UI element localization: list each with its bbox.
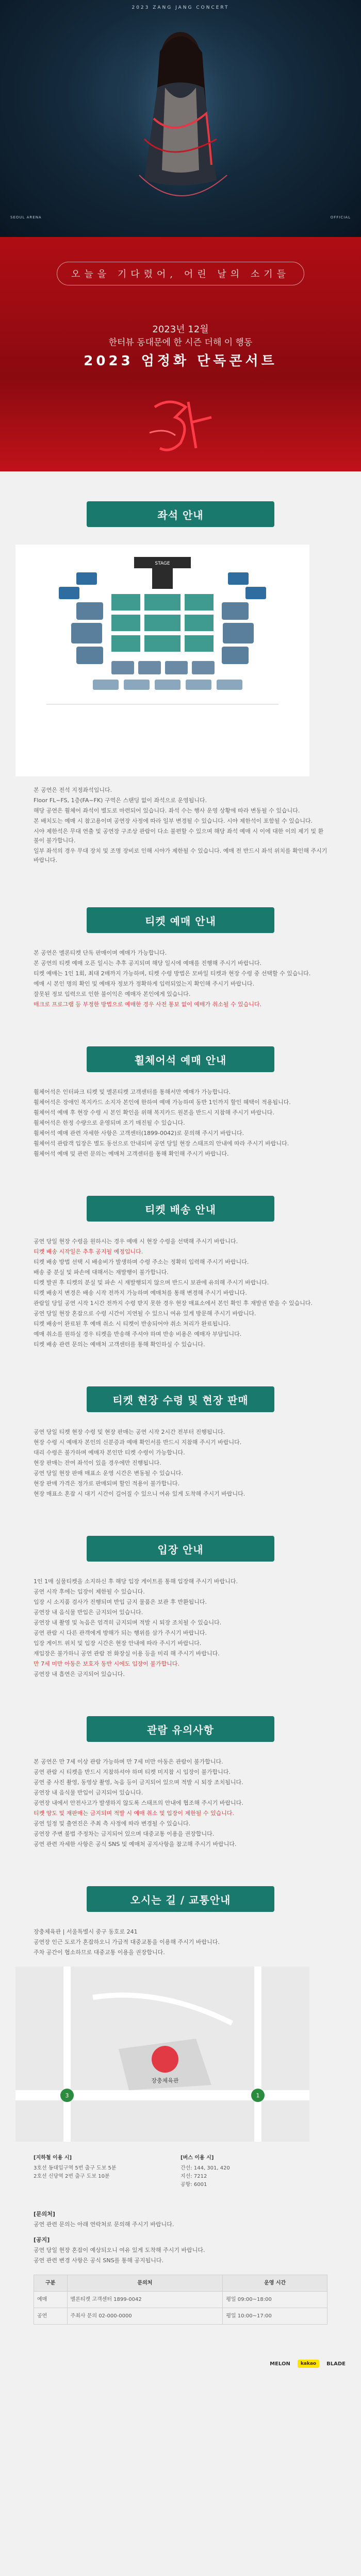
entry-note: 공연 시작 후에는 입장이 제한될 수 있습니다. <box>34 1588 145 1595</box>
entry-notes <box>34 1577 327 1679</box>
wheelchair-note: 휠체어석은 장애인 복지카드 소지자 본인에 한하여 예매 가능하며 동반 1인까지 할인 혜택이 적용됩니다. <box>34 1099 291 1106</box>
bus-line: 간선: 144, 301, 420 <box>180 2165 230 2171</box>
wheelchair-note: 휠체어석 예매 관련 자세한 사항은 고객센터(1899-0042)로 문의해 주시기 바랍니다. <box>34 1130 244 1137</box>
table-header: 운영 시간 <box>223 2275 327 2292</box>
concert-title: 2023 엄정화 단독콘서트 <box>84 353 277 369</box>
seat-note: 해당 공연은 휠체어 좌석이 별도로 마련되어 있습니다. 좌석 수는 행사 운영 상황에 따라 변동될 수 있습니다. <box>34 807 300 814</box>
ticket-open-note: 매크로 프로그램 등 부정한 방법으로 예매한 경우 사전 통보 없이 예매가 취소될 수 있습니다. <box>34 1001 262 1008</box>
bus-label: [버스 이용 시] <box>180 2155 214 2161</box>
hero-banner <box>0 0 361 237</box>
caution-note: 공연장 주변 불법 주정차는 금지되어 있으며 대중교통 이용을 권장합니다. <box>34 1831 215 1837</box>
ticket-open-notes <box>34 948 327 1009</box>
location-banner: 오시는 길 / 교통안내 <box>87 1886 274 1912</box>
caution-note: 공연 일정 및 출연진은 주최 측 사정에 따라 변경될 수 있습니다. <box>34 1820 191 1827</box>
hero-bar-left: SEOUL ARENA <box>10 215 42 219</box>
caution-note: 공연 관련 자세한 사항은 공식 SNS 및 예매처 공지사항을 참고해 주시기 바랍니다. <box>34 1841 237 1848</box>
subway-label: [지하철 이용 시] <box>34 2155 72 2161</box>
table-cell: 공연 <box>34 2308 68 2325</box>
entry-note: 공연 관람 시 다른 관객에게 방해가 되는 행위를 삼가 주시기 바랍니다. <box>34 1630 207 1636</box>
onsite-notes <box>34 1428 327 1499</box>
table-cell: 평일 09:00~18:00 <box>223 2292 327 2308</box>
concert-logo-icon <box>139 386 222 464</box>
venue-marker-icon <box>152 2046 178 2073</box>
wheelchair-note: 휠체어석 예매 후 현장 수령 시 본인 확인을 위해 복지카드 원본을 반드시 지참해 주시기 바랍니다. <box>34 1109 274 1116</box>
contact-title: [문의처] <box>34 2211 55 2217</box>
delivery-note: 티켓 배송 관련 문의는 예매처 고객센터를 통해 확인하실 수 있습니다. <box>34 1341 205 1348</box>
table-row <box>34 2308 327 2325</box>
wheelchair-notes <box>34 1088 327 1159</box>
delivery-note: 티켓 배송지 변경은 배송 시작 전까지 가능하며 예매처를 통해 변경해 주시기 바랍니다. <box>34 1290 247 1296</box>
intro-slogan: 오늘을 기다렸어, 어린 날의 소기들 <box>57 262 304 285</box>
blade-logo: BLADE <box>326 2361 346 2367</box>
delivery-banner: 티켓 배송 안내 <box>87 1196 274 1222</box>
onsite-note: 현장 매표소 혼잡 시 대기 시간이 길어질 수 있으니 여유 있게 도착해 주시기 바랍니다. <box>34 1490 245 1497</box>
delivery-notes <box>34 1237 327 1349</box>
bus-line: 공항: 6001 <box>180 2182 207 2188</box>
seat-section <box>0 471 361 907</box>
venue-map-label: 장충체육관 <box>151 2077 179 2084</box>
contact-section <box>0 2210 361 2345</box>
cautions-banner: 관람 유의사항 <box>87 1716 274 1742</box>
table-header: 구분 <box>34 2275 68 2292</box>
contact-table <box>34 2275 327 2325</box>
hero-artist-image <box>108 10 253 232</box>
entry-note: 만 7세 미만 아동은 보호자 동반 시에도 입장이 불가합니다. <box>34 1660 179 1667</box>
caution-note: 본 공연은 만 7세 이상 관람 가능하며 만 7세 미만 아동은 관람이 불가합니다. <box>34 1758 223 1765</box>
subway-line: 2호선 신당역 2번 출구 도보 10분 <box>34 2174 110 2179</box>
wheelchair-note: 휠체어석 관람객 입장은 별도 동선으로 안내되며 공연 당일 현장 스태프의 안내에 따라 주시기 바랍니다. <box>34 1140 289 1147</box>
station-number-left: 3 <box>65 2092 69 2099</box>
table-cell: 평일 10:00~17:00 <box>223 2308 327 2325</box>
seat-note: 본 배치도는 예매 시 참고용이며 공연장 사정에 따라 일부 변경될 수 있습니다. 시야 제한석이 포함될 수 있습니다. <box>34 818 313 824</box>
cautions-section <box>0 1716 361 1886</box>
transport-info <box>34 2154 327 2189</box>
ticket-open-banner: 티켓 예매 안내 <box>87 907 274 933</box>
seat-note: 시야 제한석은 무대 연출 및 공연장 구조상 관람이 다소 불편할 수 있으며 해당 좌석 예매 시 이에 대한 이의 제기 및 환불이 불가합니다. <box>34 828 324 844</box>
delivery-note: 배송 중 분실 및 파손에 대해서는 재발행이 불가합니다. <box>34 1269 169 1276</box>
venue-map[interactable] <box>15 1967 309 2142</box>
kakao-logo: kakao <box>298 2360 319 2368</box>
onsite-note: 공연 당일 현장 판매 매표소 운영 시간은 변동될 수 있습니다. <box>34 1470 183 1477</box>
seat-note: 일부 좌석의 경우 무대 장치 및 조명 장비로 인해 시야가 제한될 수 있습니다. 예매 전 반드시 좌석 위치를 확인해 주시기 바랍니다. <box>34 848 327 863</box>
delivery-section <box>0 1196 361 1386</box>
delivery-note: 공연 당일 현장 수령을 원하시는 경우 예매 시 현장 수령을 선택해 주시기 바랍니다. <box>34 1238 238 1245</box>
location-note: 주차 공간이 협소하므로 대중교통 이용을 권장합니다. <box>34 1949 165 1956</box>
table-row <box>34 2292 327 2308</box>
entry-note: 공연장 내 흡연은 금지되어 있습니다. <box>34 1671 125 1677</box>
caution-note: 공연 관람 시 티켓을 반드시 지참하셔야 하며 티켓 미지참 시 입장이 불가합니다. <box>34 1769 231 1775</box>
stage-label: STAGE <box>155 561 170 566</box>
onsite-note: 현장 판매 가격은 정가로 판매되며 할인 적용이 불가합니다. <box>34 1480 179 1487</box>
onsite-banner: 티켓 현장 수령 및 현장 판매 <box>87 1386 274 1412</box>
entry-section <box>0 1536 361 1716</box>
table-cell: 예매 <box>34 2292 68 2308</box>
entry-note: 입장 게이트 위치 및 입장 시간은 현장 안내에 따라 주시기 바랍니다. <box>34 1640 202 1647</box>
contact-intro-text: 공연 관련 문의는 아래 연락처로 문의해 주시기 바랍니다. <box>34 2221 174 2228</box>
table-cell: 주최사 문의 02-000-0000 <box>67 2308 223 2325</box>
bus-line: 지선: 7212 <box>180 2174 207 2179</box>
caution-note: 티켓 양도 및 재판매는 금지되며 적발 시 예매 취소 및 입장이 제한될 수 있습니다. <box>34 1810 234 1817</box>
caution-note: 공연장 내에서 안전사고가 발생하지 않도록 스태프의 안내에 협조해 주시기 바랍니다. <box>34 1800 243 1806</box>
ticket-open-note: 잘못된 정보 입력으로 인한 불이익은 예매자 본인에게 있습니다. <box>34 991 191 997</box>
onsite-section <box>0 1386 361 1536</box>
table-header-row <box>34 2275 327 2292</box>
notice-line: 공연 당일 현장 혼잡이 예상되오니 여유 있게 도착해 주시기 바랍니다. <box>34 2247 205 2253</box>
notice-line: 공연 관련 변경 사항은 공식 SNS를 통해 공지됩니다. <box>34 2257 164 2264</box>
entry-note: 1인 1매 실물티켓을 소지하신 후 해당 입장 게이트를 통해 입장해 주시기 바랍니다. <box>34 1578 238 1585</box>
location-notes <box>34 1927 327 1957</box>
seat-map <box>15 545 309 776</box>
wheelchair-banner: 휠체어석 예매 안내 <box>87 1046 274 1072</box>
seat-notes <box>34 786 327 865</box>
delivery-note: 티켓 배송 시작일은 추후 공지될 예정입니다. <box>34 1248 143 1255</box>
hero-bottom-bar <box>0 213 361 222</box>
entry-note: 재입장은 불가하니 공연 관람 전 화장실 이용 등을 미리 해 주시기 바랍니다. <box>34 1650 220 1657</box>
intro-section <box>0 237 361 471</box>
footer <box>0 2345 361 2382</box>
ticket-open-note: 본 공연은 멜론티켓 단독 판매이며 예매가 가능합니다. <box>34 950 167 956</box>
location-note: 공연장 인근 도로가 혼잡하오니 가급적 대중교통을 이용해 주시기 바랍니다. <box>34 1939 220 1945</box>
entry-note: 공연장 내 촬영 및 녹음은 엄격히 금지되며 적발 시 퇴장 조치될 수 있습니다. <box>34 1619 222 1626</box>
hero-bar-right: OFFICIAL <box>330 215 351 219</box>
delivery-note: 관람일 당일 공연 시작 1시간 전까지 수령 받지 못한 경우 현장 매표소에서 본인 확인 후 재발권 받을 수 있습니다. <box>34 1300 313 1307</box>
seat-note: 본 공연은 전석 지정좌석입니다. <box>34 787 112 793</box>
ticket-open-note: 티켓 예매는 1인 1회, 최대 2매까지 가능하며, 티켓 수령 방법은 모바일 티켓과 현장 수령 중 선택할 수 있습니다. <box>34 970 311 977</box>
contact-intro <box>34 2210 327 2265</box>
wheelchair-note: 휠체어석 예매 및 관련 문의는 예매처 고객센터를 통해 확인해 주시기 바랍니다. <box>34 1150 229 1157</box>
delivery-note: 티켓 발권 후 티켓의 분실 및 파손 시 재발행되지 않으며 반드시 보관에 유의해 주시기 바랍니다. <box>34 1279 269 1286</box>
delivery-note: 티켓 배송이 완료된 후 예매 취소 시 티켓이 반송되어야 취소 처리가 완료됩니다. <box>34 1320 231 1327</box>
ticket-open-note: 본 공연의 티켓 예매 오픈 일시는 추후 공지되며 해당 일시에 예매를 진행해 주시기 바랍니다. <box>34 960 262 967</box>
location-note: 장충체육관 | 서울특별시 중구 동호로 241 <box>34 1928 138 1935</box>
intro-date: 2023년 12월 <box>152 324 209 335</box>
wheelchair-note: 휠체어석은 인터파크 티켓 및 멜론티켓 고객센터를 통해서만 예매가 가능합니다. <box>34 1089 231 1095</box>
wheelchair-section <box>0 1046 361 1196</box>
caution-note: 공연 중 사진 촬영, 동영상 촬영, 녹음 등이 금지되어 있으며 적발 시 퇴장 조치됩니다. <box>34 1779 243 1786</box>
hero-top-text: 2023 ZANG JANG CONCERT <box>132 5 229 10</box>
onsite-note: 공연 당일 티켓 현장 수령 및 현장 판매는 공연 시작 2시간 전부터 진행됩니다. <box>34 1429 225 1435</box>
seat-note: Floor FL~FS, 1층(FA~FK) 구역은 스탠딩 없이 좌석으로 운영됩니다. <box>34 797 207 804</box>
onsite-note: 현장 수령 시 예매자 본인의 신분증과 예매 확인서를 반드시 지참해 주시기 바랍니다. <box>34 1439 242 1446</box>
entry-note: 공연장 내 음식물 반입은 금지되어 있습니다. <box>34 1609 143 1616</box>
location-section <box>0 1886 361 2210</box>
subway-info <box>34 2154 180 2189</box>
delivery-note: 티켓 배송 방법 선택 시 배송비가 발생하며 수령 주소는 정확히 입력해 주시기 바랍니다. <box>34 1259 249 1265</box>
onsite-note: 대리 수령은 불가하며 예매자 본인만 티켓 수령이 가능합니다. <box>34 1449 185 1456</box>
table-header: 문의처 <box>67 2275 223 2292</box>
seat-banner: 좌석 안내 <box>87 501 274 527</box>
station-number-right: 1 <box>256 2092 260 2099</box>
delivery-note: 예매 취소를 원하실 경우 티켓을 반송해 주셔야 하며 반송 비용은 예매자 부담입니다. <box>34 1331 242 1337</box>
delivery-note: 공연 당일 현장 혼잡으로 수령 시간이 지연될 수 있으니 여유 있게 방문해 주시기 바랍니다. <box>34 1310 256 1317</box>
subway-line: 3호선 동대입구역 5번 출구 도보 5분 <box>34 2165 117 2171</box>
melon-logo: MELON <box>270 2361 290 2367</box>
ticket-open-note: 예매 시 본인 명의 확인 및 예매자 정보가 정확하게 입력되었는지 확인해 주시기 바랍니다. <box>34 980 254 987</box>
entry-note: 입장 시 소지품 검사가 진행되며 반입 금지 물품은 보관 후 반환됩니다. <box>34 1599 207 1605</box>
caution-note: 공연장 내 음식물 반입이 금지되어 있습니다. <box>34 1789 143 1796</box>
bus-info <box>180 2154 327 2189</box>
intro-subtitle: 한터뷰 동대문에 한 시즌 더해 이 행동 <box>108 337 253 348</box>
cautions-notes <box>34 1757 327 1849</box>
notice-label: [공지] <box>34 2236 50 2243</box>
wheelchair-note: 휠체어석은 한정 수량으로 운영되며 조기 매진될 수 있습니다. <box>34 1120 185 1126</box>
table-cell: 멜론티켓 고객센터 1899-0042 <box>67 2292 223 2308</box>
entry-banner: 입장 안내 <box>87 1536 274 1562</box>
onsite-note: 현장 판매는 잔여 좌석이 있을 경우에만 진행됩니다. <box>34 1460 161 1466</box>
ticket-open-section <box>0 907 361 1046</box>
